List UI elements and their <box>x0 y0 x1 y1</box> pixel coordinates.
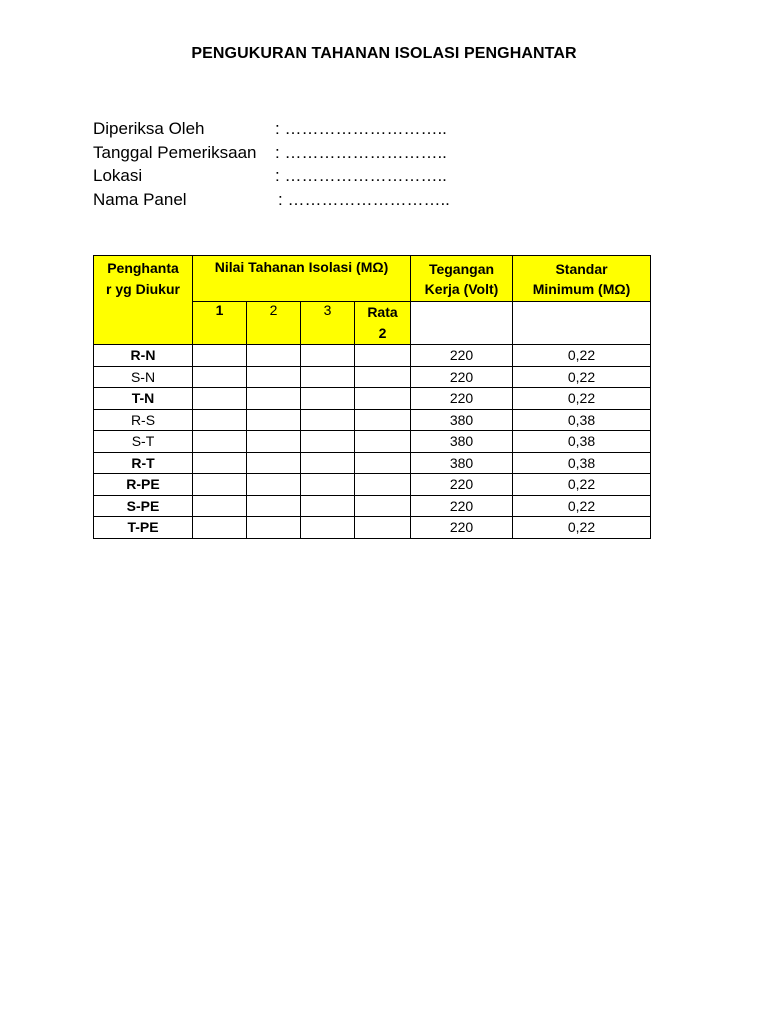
header-text: Rata <box>367 304 398 320</box>
cell-average[interactable] <box>355 345 411 367</box>
header-measure-2: 2 <box>247 302 301 345</box>
cell-measure-1[interactable] <box>193 517 247 539</box>
cell-measure-2[interactable] <box>247 517 301 539</box>
cell-voltage: 380 <box>411 452 513 474</box>
cell-measure-2[interactable] <box>247 495 301 517</box>
cell-standard: 0,38 <box>513 409 651 431</box>
cell-average[interactable] <box>355 495 411 517</box>
header-conductor <box>94 256 193 345</box>
cell-voltage: 220 <box>411 366 513 388</box>
header-measure-3: 3 <box>301 302 355 345</box>
cell-voltage: 220 <box>411 495 513 517</box>
table-row <box>94 474 651 496</box>
header-voltage-blank <box>411 302 513 345</box>
document-title: PENGUKURAN TAHANAN ISOLASI PENGHANTAR <box>191 45 577 62</box>
header-standard <box>513 256 651 302</box>
header-voltage <box>411 256 513 302</box>
table-row <box>94 517 651 539</box>
info-row-inspected-by <box>93 117 450 141</box>
header-text: Tegangan <box>428 260 495 277</box>
cell-measure-1[interactable] <box>193 388 247 410</box>
info-row-inspection-date <box>93 141 450 165</box>
cell-measure-3[interactable] <box>301 388 355 410</box>
cell-average[interactable] <box>355 409 411 431</box>
cell-average[interactable] <box>355 474 411 496</box>
table-row <box>94 388 651 410</box>
table-row <box>94 409 651 431</box>
cell-conductor: R-N <box>94 345 193 367</box>
info-value: : ……………………….. <box>275 142 447 162</box>
cell-measure-2[interactable] <box>247 345 301 367</box>
header-measure-1: 1 <box>193 302 247 345</box>
cell-voltage: 220 <box>411 474 513 496</box>
cell-voltage: 220 <box>411 517 513 539</box>
cell-voltage: 220 <box>411 345 513 367</box>
info-label: Diperiksa Oleh <box>93 119 205 138</box>
header-text: Minimum (MΩ) <box>532 280 631 297</box>
cell-average[interactable] <box>355 452 411 474</box>
header-text: r yg Diukur <box>106 281 180 297</box>
cell-measure-1[interactable] <box>193 474 247 496</box>
table-row <box>94 345 651 367</box>
cell-measure-3[interactable] <box>301 495 355 517</box>
cell-conductor: R-PE <box>94 474 193 496</box>
header-text: 2 <box>378 325 387 341</box>
cell-conductor: S-N <box>94 366 193 388</box>
cell-voltage: 220 <box>411 388 513 410</box>
cell-average[interactable] <box>355 388 411 410</box>
cell-standard: 0,22 <box>513 474 651 496</box>
cell-measure-1[interactable] <box>193 345 247 367</box>
header-text: Penghanta <box>107 260 179 276</box>
cell-measure-3[interactable] <box>301 409 355 431</box>
info-label: Nama Panel <box>93 189 187 209</box>
cell-measure-2[interactable] <box>247 474 301 496</box>
cell-standard: 0,22 <box>513 345 651 367</box>
cell-measure-3[interactable] <box>301 452 355 474</box>
info-label: Lokasi <box>93 166 143 185</box>
cell-measure-1[interactable] <box>193 431 247 453</box>
cell-measure-2[interactable] <box>247 388 301 410</box>
cell-standard: 0,38 <box>513 431 651 453</box>
header-average <box>355 302 411 345</box>
cell-voltage: 380 <box>411 431 513 453</box>
cell-measure-2[interactable] <box>247 431 301 453</box>
cell-conductor: R-S <box>94 409 193 431</box>
measurement-table <box>93 255 651 539</box>
cell-measure-3[interactable] <box>301 474 355 496</box>
header-text: Kerja (Volt) <box>424 280 499 297</box>
cell-measure-3[interactable] <box>301 517 355 539</box>
table-row <box>94 452 651 474</box>
header-row-main <box>94 256 651 302</box>
info-label: Tanggal Pemeriksaan <box>93 142 257 162</box>
cell-standard: 0,22 <box>513 517 651 539</box>
cell-standard: 0,22 <box>513 366 651 388</box>
cell-measure-1[interactable] <box>193 409 247 431</box>
table-row <box>94 495 651 517</box>
info-row-location <box>93 164 450 188</box>
info-row-panel-name <box>93 188 450 212</box>
cell-measure-1[interactable] <box>193 452 247 474</box>
cell-conductor: R-T <box>94 452 193 474</box>
cell-conductor: T-N <box>94 388 193 410</box>
cell-measure-1[interactable] <box>193 495 247 517</box>
cell-standard: 0,22 <box>513 388 651 410</box>
cell-measure-3[interactable] <box>301 366 355 388</box>
table-row <box>94 431 651 453</box>
info-value: : ……………………….. <box>275 166 447 185</box>
cell-average[interactable] <box>355 517 411 539</box>
header-resistance: Nilai Tahanan Isolasi (MΩ) <box>193 256 411 302</box>
info-value: : ……………………….. <box>278 189 450 209</box>
table-row <box>94 366 651 388</box>
cell-measure-2[interactable] <box>247 409 301 431</box>
cell-voltage: 380 <box>411 409 513 431</box>
inspection-info <box>93 117 450 211</box>
cell-measure-3[interactable] <box>301 431 355 453</box>
cell-measure-1[interactable] <box>193 366 247 388</box>
cell-average[interactable] <box>355 431 411 453</box>
header-standard-blank <box>513 302 651 345</box>
cell-standard: 0,22 <box>513 495 651 517</box>
cell-measure-3[interactable] <box>301 345 355 367</box>
cell-conductor: T-PE <box>94 517 193 539</box>
cell-conductor: S-T <box>94 431 193 453</box>
info-value: : ……………………….. <box>275 119 447 138</box>
cell-measure-2[interactable] <box>247 452 301 474</box>
cell-average[interactable] <box>355 366 411 388</box>
cell-conductor: S-PE <box>94 495 193 517</box>
cell-standard: 0,38 <box>513 452 651 474</box>
cell-measure-2[interactable] <box>247 366 301 388</box>
header-text: Standar <box>555 260 608 277</box>
